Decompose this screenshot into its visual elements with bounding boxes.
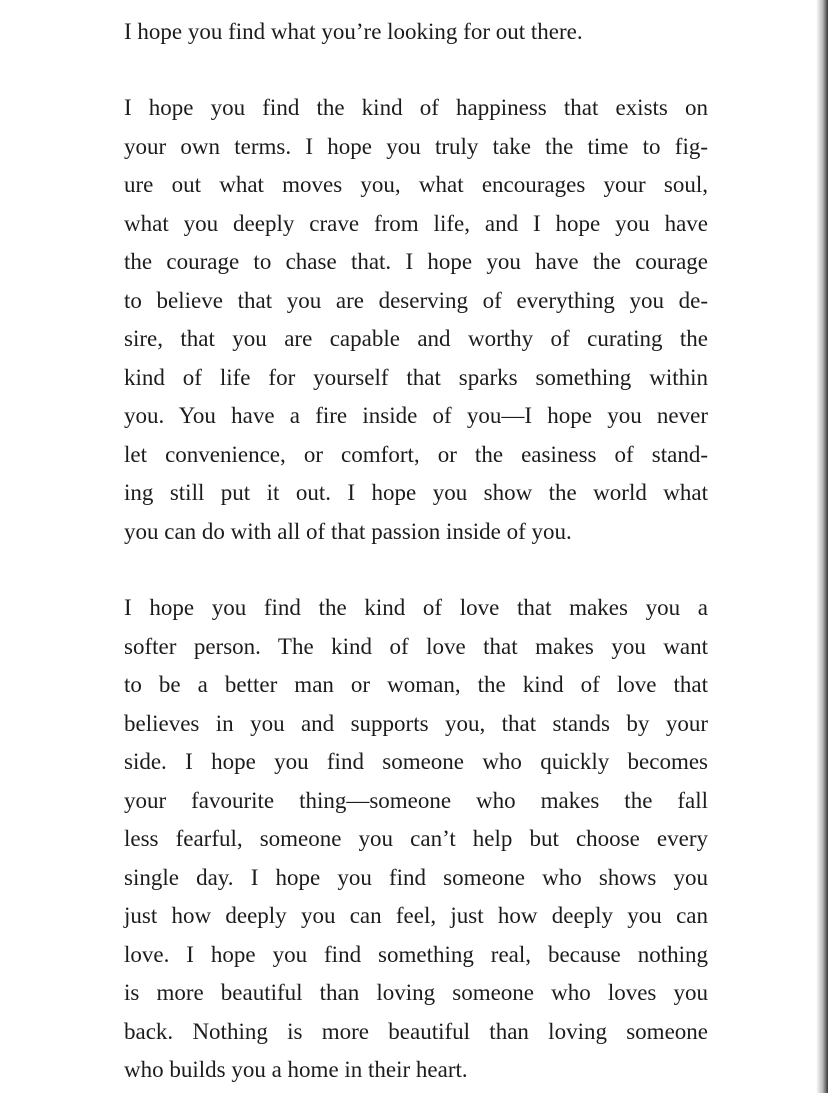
text-line: love. I hope you find something real, because nothing	[124, 942, 708, 967]
text-line: the courage to chase that. I hope you have the courage	[124, 249, 708, 274]
text-line: sire, that you are capable and worthy of curating the	[124, 326, 708, 351]
text-line: ure out what moves you, what encourages your soul,	[124, 172, 708, 197]
text-line: ing still put it out. I hope you show the world what	[124, 480, 708, 505]
text-line: I hope you find what you’re looking for out there.	[124, 19, 583, 44]
text-line: your own terms. I hope you truly take the time to fig-	[124, 134, 708, 159]
text-line: what you deeply crave from life, and I hope you have	[124, 211, 708, 236]
text-line: I hope you find the kind of love that makes you a	[124, 595, 708, 620]
text-line: I hope you find the kind of happiness that exists on	[124, 95, 708, 120]
text-line: you. You have a fire inside of you—I hope you never	[124, 403, 708, 428]
text-line: less fearful, someone you can’t help but choose every	[124, 826, 708, 851]
text-line: let convenience, or comfort, or the easiness of stand-	[124, 442, 708, 467]
text-line: your favourite thing—someone who makes the fall	[124, 788, 708, 813]
text-line: believes in you and supports you, that stands by your	[124, 711, 708, 736]
text-line: who builds you a home in their heart.	[124, 1057, 468, 1082]
text-line: back. Nothing is more beautiful than loving someone	[124, 1019, 708, 1044]
text-line: you can do with all of that passion inside of you.	[124, 519, 572, 544]
text-line: to believe that you are deserving of everything you de-	[124, 288, 708, 313]
page-edge-shadow	[816, 0, 828, 1093]
text-line: just how deeply you can feel, just how deeply you can	[124, 903, 708, 928]
text-line: single day. I hope you find someone who shows you	[124, 865, 708, 890]
text-line: is more beautiful than loving someone who loves you	[124, 980, 708, 1005]
text-line: side. I hope you find someone who quickly becomes	[124, 749, 708, 774]
text-line: kind of life for yourself that sparks something within	[124, 365, 708, 390]
text-line: softer person. The kind of love that makes you want	[124, 634, 708, 659]
text-line: to be a better man or woman, the kind of love that	[124, 672, 708, 697]
